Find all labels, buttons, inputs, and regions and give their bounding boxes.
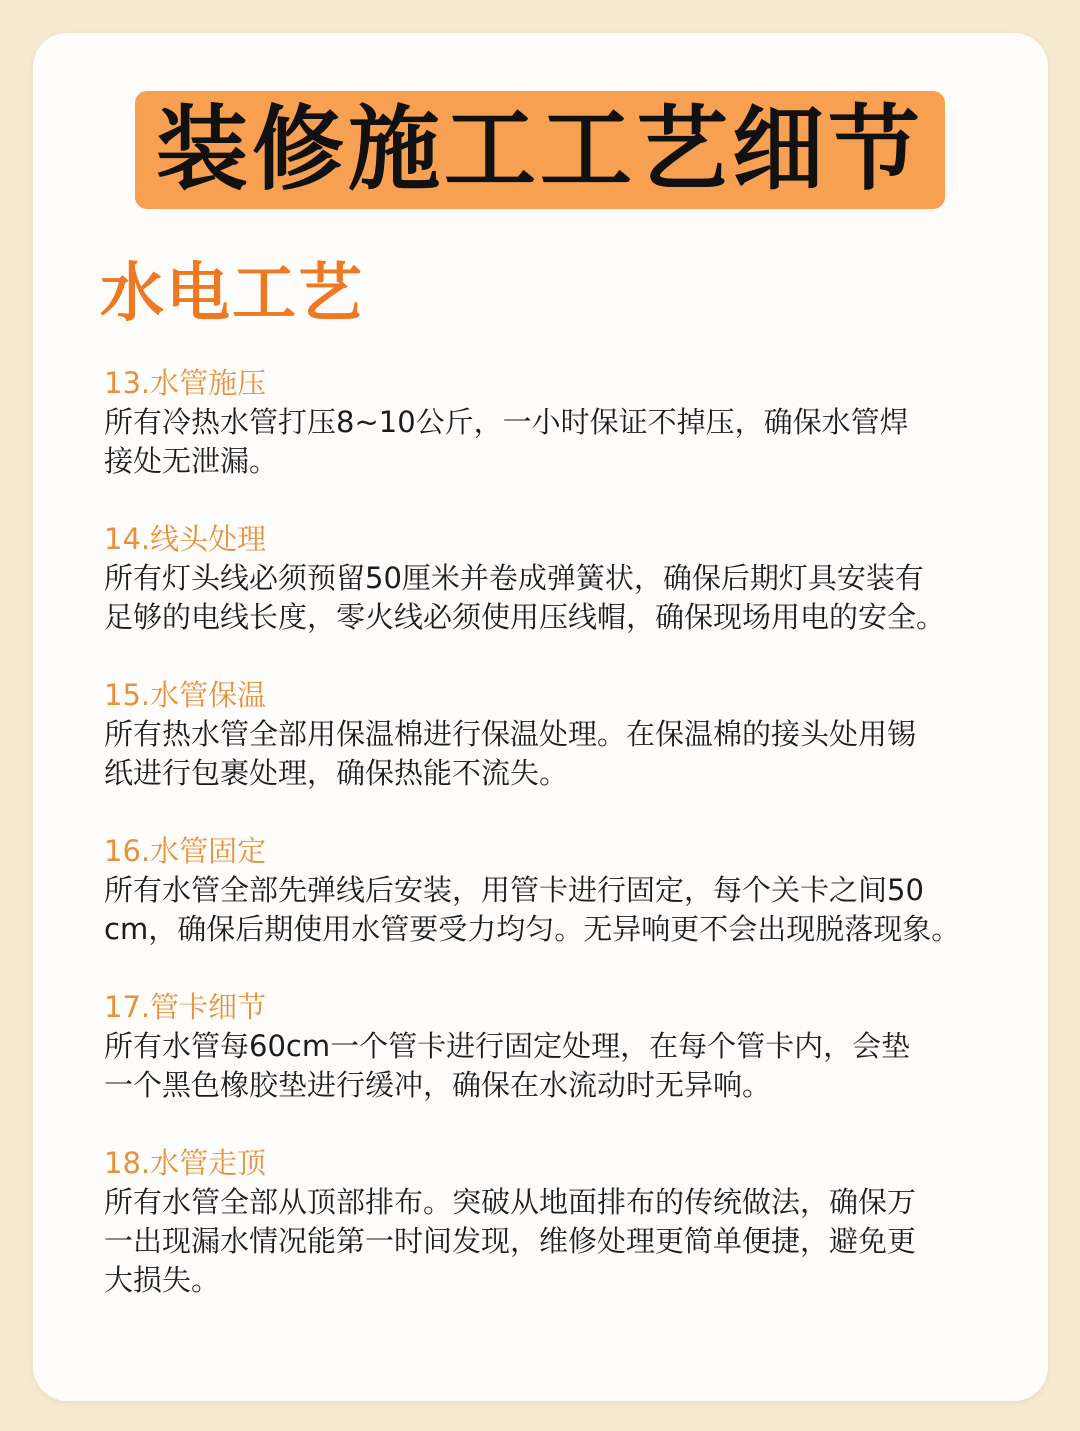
tip-title: 13.水管施压 (104, 366, 267, 400)
tip-item (104, 831, 1004, 949)
tip-body: 所有水管全部先弹线后安装，用管卡进行固定，每个关卡之间50 cm，确保后期使用水管要受力均匀。无异响更不会出现脱落现象。 (104, 873, 961, 946)
tip-title: 18.水管走顶 (104, 1146, 267, 1180)
tip-body: 所有热水管全部用保温棉进行保温处理。在保温棉的接头处用锡 纸进行包裹处理，确保热能不流失。 (104, 717, 917, 790)
tip-item (104, 363, 1004, 481)
tip-body: 所有灯头线必须预留50厘米并卷成弹簧状，确保后期灯具安装有 足够的电线长度，零火线必须使用压线帽，确保现场用电的安全。 (104, 561, 946, 634)
tip-list (104, 363, 1004, 1338)
section-heading: 水电工艺 (100, 257, 364, 331)
tip-title: 14.线头处理 (104, 522, 267, 556)
tip-body: 所有冷热水管打压8~10公斤，一小时保证不掉压，确保水管焊 接处无泄漏。 (104, 405, 909, 478)
tip-item (104, 675, 1004, 793)
tip-body: 所有水管全部从顶部排布。突破从地面排布的传统做法，确保万 一出现漏水情况能第一时间发现，维修处理更简单便捷，避免更 大损失。 (104, 1185, 917, 1297)
tip-title: 15.水管保温 (104, 678, 267, 712)
tip-item (104, 519, 1004, 637)
tip-title: 16.水管固定 (104, 834, 267, 868)
tip-body: 所有水管每60cm一个管卡进行固定处理，在每个管卡内，会垫 一个黑色橡胶垫进行缓冲，确保在水流动时无异响。 (104, 1029, 911, 1102)
tip-item (104, 987, 1004, 1105)
title-banner (135, 91, 945, 209)
tip-title: 17.管卡细节 (104, 990, 267, 1024)
tip-item (104, 1143, 1004, 1300)
page-title: 装修施工工艺细节 (155, 96, 924, 203)
